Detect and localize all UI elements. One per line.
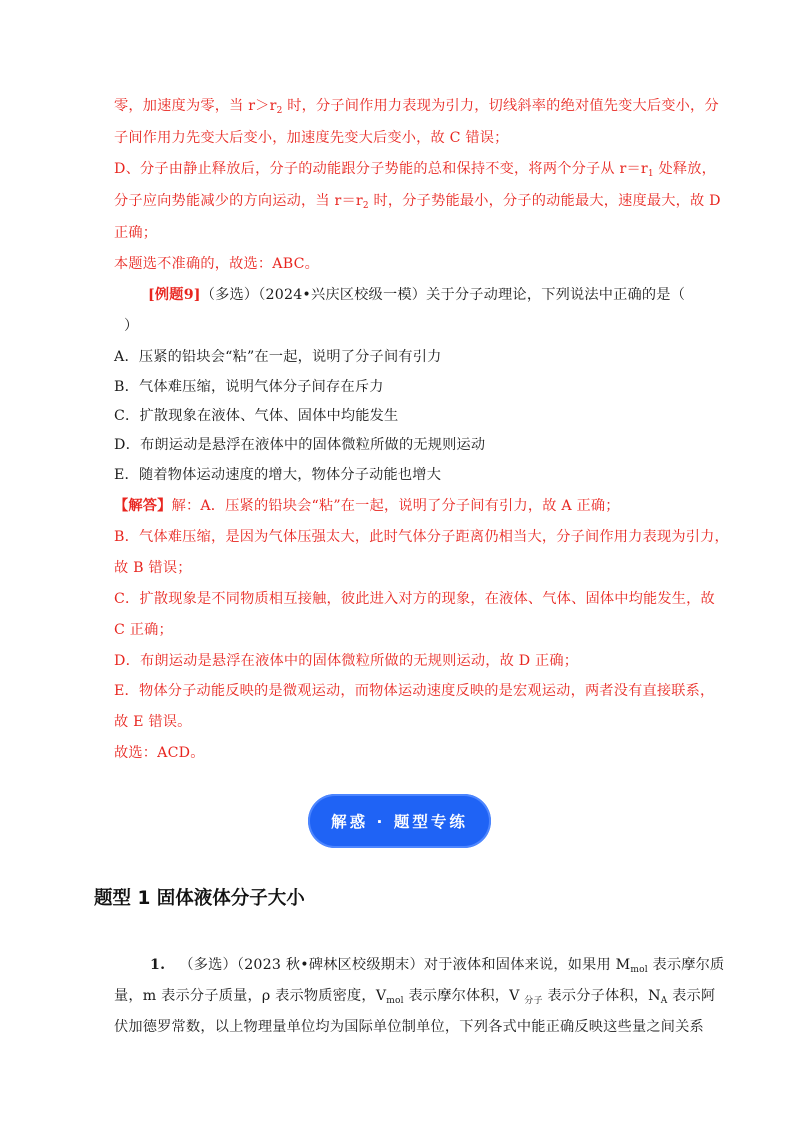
prev-solution-line-5: 正确； — [114, 225, 158, 241]
subscript: 1 — [647, 169, 654, 179]
option-a: A．压紧的铅块会“粘”在一起，说明了分子间有引力 — [114, 349, 442, 365]
answer-line: 故 E 错误。 — [114, 714, 192, 730]
answer-line: C．扩散现象是不同物质相互接触，彼此进入对方的现象，在液体、气体、固体中均能发生，故 — [114, 591, 715, 607]
example-text: （多选）（2024•兴庆区校级一模）关于分子动理论，下列说法中正确的是（ — [200, 287, 686, 303]
section-title: 题型 1 固体液体分子大小 — [94, 888, 305, 909]
option-b: B．气体难压缩，说明气体分子间存在斥力 — [114, 379, 384, 395]
text-fragment: D、分子由静止释放后，分子的动能跟分子势能的总和保持不变，将两个分子从 r＝r — [114, 161, 648, 177]
prev-solution-line-6: 本题选不准确的，故选：ABC。 — [114, 256, 320, 272]
text-fragment: （多选）（2023 秋•碑林区校级期末）对于液体和固体来说，如果用 M — [179, 957, 631, 973]
question-1-line-3: 伏加德罗常数，以上物理量单位均为国际单位制单位，下列各式中能正确反映这些量之间关系 — [114, 1019, 704, 1035]
answer-line: B．气体难压缩，是因为气体压强太大，此时气体分子距离仍相当大，分子间作用力表现为引力， — [114, 529, 729, 545]
text-fragment: 分子应向势能减少的方向运动，当 r＝r — [114, 193, 363, 209]
answer-line: E．物体分子动能反映的是微观运动，而物体运动速度反映的是宏观运动，两者没有直接联系， — [114, 683, 715, 699]
prev-solution-line-4 — [114, 191, 721, 211]
answer-first-line — [114, 496, 620, 516]
example-label: [例题9] — [148, 287, 201, 303]
answer-tag: 【解答】 — [114, 498, 172, 514]
example-question — [148, 285, 685, 305]
question-1-line-2 — [114, 986, 715, 1006]
text-fragment: 时，分子间作用力表现为引力，切线斜率的绝对值先变大后变小，分 — [282, 98, 719, 114]
text-fragment: 处释放， — [653, 161, 717, 177]
subscript: 2 — [276, 106, 283, 116]
answer-line: 故 B 错误； — [114, 560, 192, 576]
question-1-line-1 — [150, 955, 724, 975]
prev-solution-line-1 — [114, 96, 719, 116]
text-fragment: 表示分子体积，N — [542, 988, 661, 1004]
option-d: D．布朗运动是悬浮在液体中的固体微粒所做的无规则运动 — [114, 437, 486, 453]
example-close-paren: ） — [124, 318, 139, 334]
answer-line: C 正确； — [114, 622, 173, 638]
subscript: 2 — [362, 201, 369, 211]
prev-solution-line-2: 子间作用力先变大后变小，加速度先变大后变小，故 C 错误； — [114, 130, 509, 146]
practice-banner — [308, 794, 491, 848]
subscript: 分子 — [524, 996, 543, 1006]
subscript: A — [660, 996, 668, 1006]
text-fragment: 时，分子势能最小，分子的动能最大，速度最大，故 D — [368, 193, 721, 209]
text-fragment: 量，m 表示分子质量，ρ 表示物质密度，V — [114, 988, 387, 1004]
banner-label: 解惑 · 题型专练 — [331, 813, 468, 831]
answer-line: D．布朗运动是悬浮在液体中的固体微粒所做的无规则运动，故 D 正确； — [114, 653, 579, 669]
text-fragment: 表示摩尔体积，V — [403, 988, 525, 1004]
answer-line: 故选：ACD。 — [114, 745, 205, 761]
option-e: E．随着物体运动速度的增大，物体分子动能也增大 — [114, 467, 442, 483]
subscript: mol — [386, 996, 404, 1006]
text-fragment: 表示摩尔质 — [647, 957, 725, 973]
option-c: C．扩散现象在液体、气体、固体中均能发生 — [114, 408, 399, 424]
answer-text: 解：A．压紧的铅块会“粘”在一起，说明了分子间有引力，故 A 正确； — [171, 498, 620, 514]
text-fragment: 表示阿 — [667, 988, 716, 1004]
text-fragment: 零，加速度为零，当 r＞r — [114, 98, 277, 114]
question-number: 1. — [150, 957, 166, 973]
subscript: mol — [630, 965, 648, 975]
prev-solution-line-3 — [114, 159, 716, 179]
